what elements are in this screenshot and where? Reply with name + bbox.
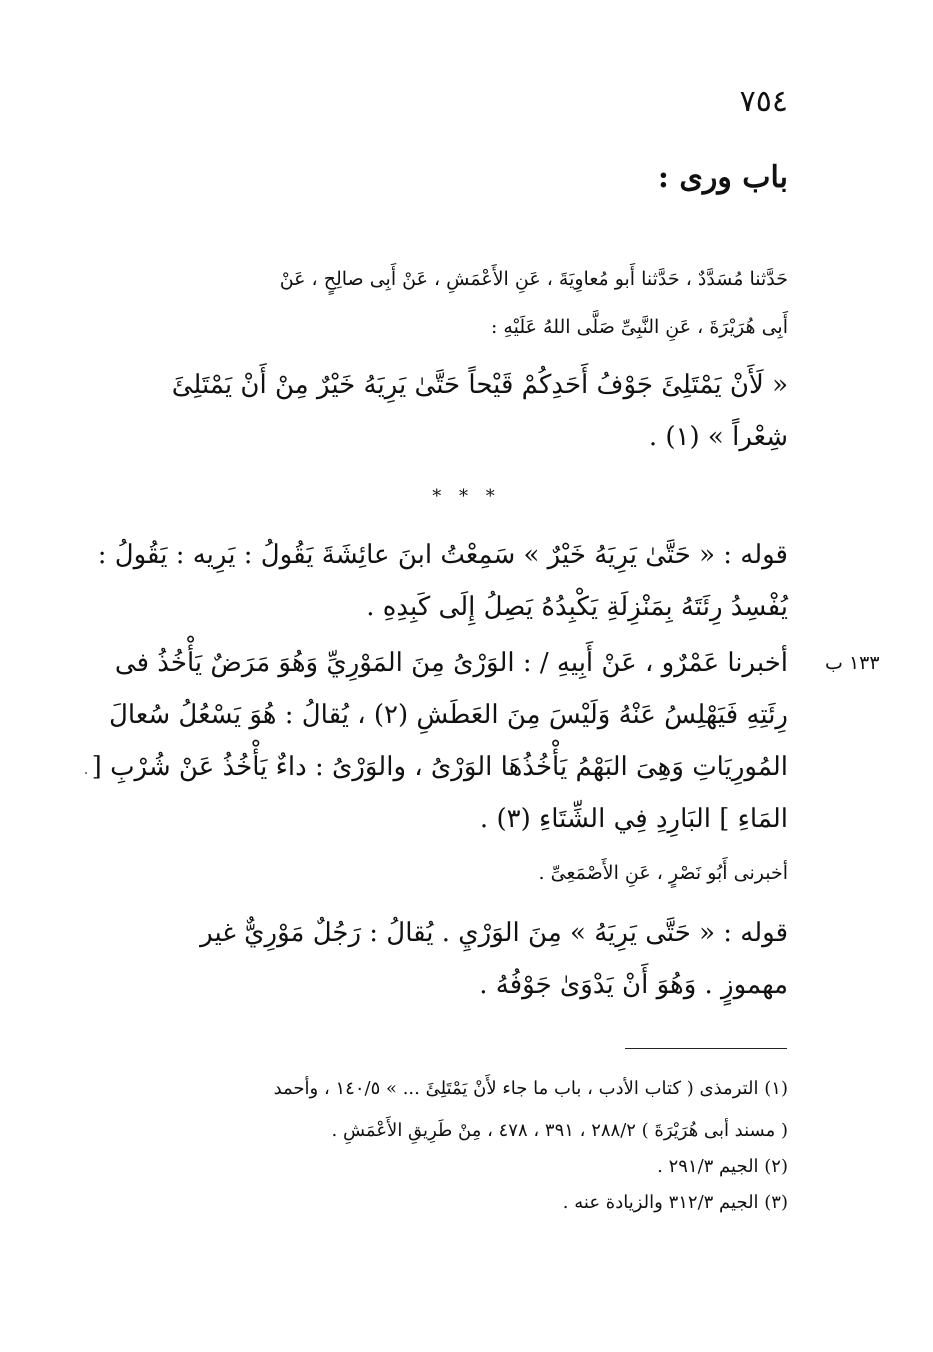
commentary-2-line-2: رِئَتِهِ فَيَهْلِسُ عَنْهُ وَلَيْسَ مِنَ العَطَشِ (٢) ، يُقالُ : هُوَ يَسْعُلُ سُعالَ <box>109 700 788 730</box>
isnad-2: أخبرنى أَبُو نَصْرٍ ، عَنِ الأَصْمَعِىِّ . <box>538 862 788 884</box>
commentary-1-line-2: يُفْسِدُ رِئَتَهُ بِمَنْزِلَةِ يَكْبِدُهُ يَصِلُ إِلَى كَبِدِهِ . <box>366 592 788 622</box>
section-separator: * * * <box>432 486 501 507</box>
commentary-1-line-1: قوله : « حَتَّىٰ يَرِيَهُ خَيْرٌ » سَمِعْتُ ابنَ عائِشَةَ يَقُولُ : يَرِيه : يَقُولُ : <box>97 540 788 570</box>
margin-folio-note: ١٣٣ ب <box>825 652 880 674</box>
isnad-line-1: حَدَّثنا مُسَدَّدٌ ، حَدَّثنا أَبو مُعاوِيَةَ ، عَنِ الأَعْمَشِ ، عَنْ أَبِى صالِحٍ ، عَنْ <box>279 268 788 290</box>
hadith-line-2: شِعْراً » (١) . <box>648 422 788 452</box>
page-number: ٧٥٤ <box>739 84 788 119</box>
hadith-line-1: « لَأَنْ يَمْتَلِئَ جَوْفُ أَحَدِكُمْ قَيْحاً حَتَّىٰ يَرِيَهُ خَيْرٌ مِنْ أَنْ يَمْتَلِئَ <box>171 370 788 400</box>
footnote-2: (٢) الجيم ٢٩١/٣ . <box>657 1156 788 1177</box>
commentary-2-line-1: أخبرنا عَمْرٌو ، عَنْ أَبِيهِ / : الوَرْىُ مِنَ المَوْرِيِّ وَهُوَ مَرَضٌ يَأْخُذُ فى <box>114 648 788 678</box>
footnote-rule <box>625 1048 787 1049</box>
commentary-2-line-3: المُورِيَاتِ وَهِىَ البَهْمُ يَأْخُذُهَا الوَرْىُ ، والوَرْىُ : داءٌ يَأْخُذُ عَنْ شُرْبِ [ <box>91 752 788 782</box>
commentary-2-line-4: المَاءِ ] البَارِدِ فِي الشِّتَاءِ (٣) . <box>479 804 788 834</box>
commentary-3-line-2: مهموزٍ . وَهُوَ أَنْ يَدْوَىٰ جَوْفُهُ . <box>479 970 788 1000</box>
commentary-3-line-1: قوله : « حَتَّى يَرِيَهُ » مِنَ الوَرْيِ . يُقالُ : رَجُلٌ مَوْرِيٌّ غير <box>200 918 788 948</box>
footnote-3: (٣) الجيم ٣١٢/٣ والزيادة عنه . <box>562 1192 788 1213</box>
footnote-1-line-1: (١) الترمذى ( كتاب الأدب ، باب ما جاء لأَنْ يَمْتَلِئَ ... » ١٤٠/٥ ، وأحمد <box>273 1078 788 1099</box>
ink-speck <box>85 772 87 774</box>
isnad-line-2: أَبِى هُرَيْرَةَ ، عَنِ النَّبِىِّ صَلَّى اللهُ عَلَيْهِ : <box>490 316 788 338</box>
footnote-1-line-2: ( مسند أبى هُرَيْرَةَ ) ٢٨٨/٢ ، ٣٩١ ، ٤٧٨ ، مِنْ طَرِيقِ الأَعْمَشِ . <box>331 1120 788 1141</box>
chapter-heading: باب ورى : <box>657 160 788 195</box>
